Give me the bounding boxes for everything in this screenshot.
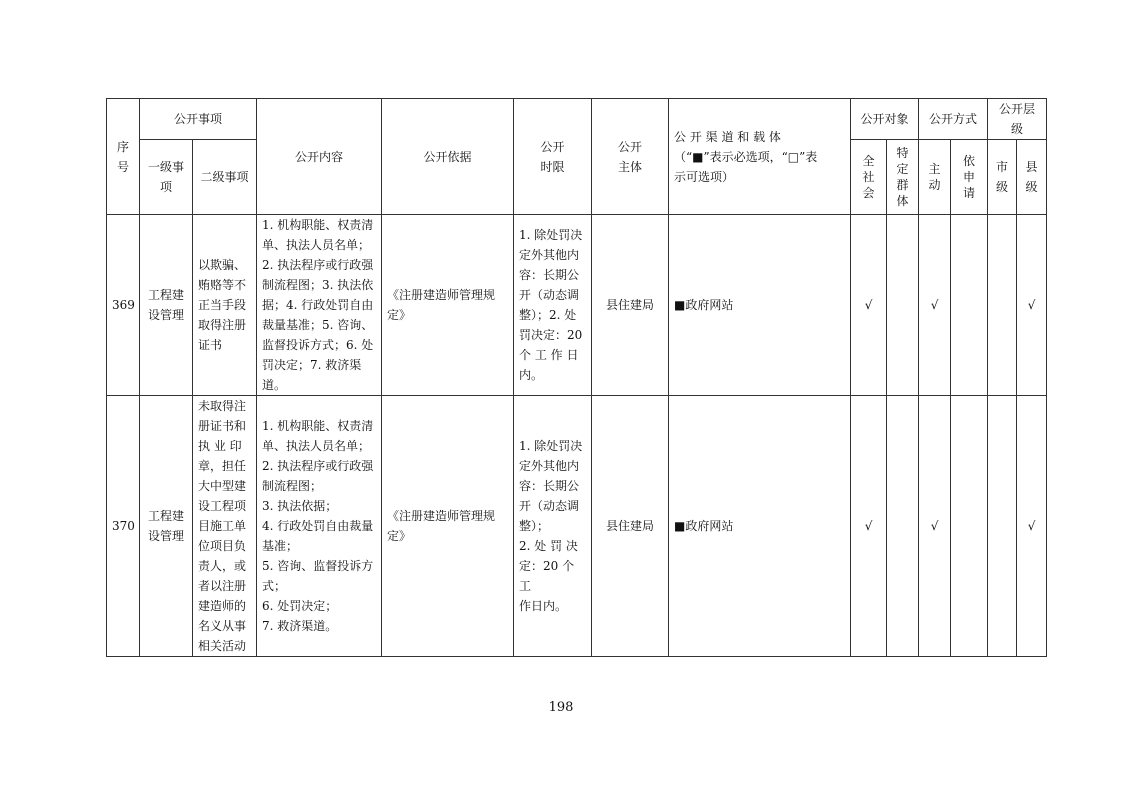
row-target-specific	[887, 396, 919, 657]
row-channel: ■政府网站	[669, 215, 851, 396]
row-method-active: √	[919, 396, 951, 657]
header-seq: 序 号	[107, 99, 140, 215]
header-level-city: 市 级	[988, 140, 1017, 215]
table-row	[107, 215, 1047, 396]
header-content: 公开内容	[257, 99, 382, 215]
row-time-limit: 1. 除处罚决 定外其他内 容：长期公 开（动态调 整）；2. 处 罚决定：20 个 工 作 日 内。	[514, 215, 592, 396]
row-basis: 《注册建造师管理规 定》	[382, 396, 514, 657]
header-time-limit: 公开 时限	[514, 99, 592, 215]
row-content: 1. 机构职能、权责清 单、执法人员名单； 2. 执法程序或行政强 制流程图； 3. 执法依据； 4. 行政处罚自由裁量 基准； 5. 咨询、监督投诉方 式； 6. 处罚决定； 7. 救济渠道。	[257, 396, 382, 657]
row-subject: 县住建局	[592, 215, 669, 396]
header-method-group: 公开方式	[919, 99, 988, 140]
row-level-city	[988, 215, 1017, 396]
row-channel: ■政府网站	[669, 396, 851, 657]
header-method-active: 主动	[919, 140, 951, 215]
row-method-apply	[951, 215, 988, 396]
row-level2: 未取得注 册证书和 执 业 印 章，担任 大中型建 设工程项 目施工单 位项目负 责人，或 者以注册 建造师的 名义从事 相关活动	[193, 396, 257, 657]
header-target-all: 全社会	[851, 140, 887, 215]
header-level2: 二级事项	[193, 140, 257, 215]
header-level1: 一级事 项	[140, 140, 193, 215]
row-target-all: √	[851, 215, 887, 396]
disclosure-table	[106, 98, 1047, 657]
row-method-apply	[951, 396, 988, 657]
row-target-specific	[887, 215, 919, 396]
header-target-group: 公开对象	[851, 99, 919, 140]
row-basis: 《注册建造师管理规 定》	[382, 215, 514, 396]
header-level-group: 公开层 级	[988, 99, 1047, 140]
row-level2: 以欺骗、 贿赂等不 正当手段 取得注册 证书	[193, 215, 257, 396]
row-subject: 县住建局	[592, 396, 669, 657]
header-subject: 公开 主体	[592, 99, 669, 215]
row-target-all: √	[851, 396, 887, 657]
row-time-limit: 1. 除处罚决 定外其他内 容：长期公 开（动态调 整）； 2. 处 罚 决 定：20 个工 作日内。	[514, 396, 592, 657]
row-level-county: √	[1017, 215, 1047, 396]
header-target-specific: 特定群体	[887, 140, 919, 215]
row-seq: 369	[107, 215, 140, 396]
page-number: 198	[548, 700, 574, 715]
table-row	[107, 396, 1047, 657]
header-channel: 公 开 渠 道 和 载 体 （“■”表示必选项，“□”表 示可选项）	[669, 99, 851, 215]
header-item-group: 公开事项	[140, 99, 257, 140]
row-content: 1. 机构职能、权责清 单、执法人员名单； 2. 执法程序或行政强 制流程图；3. 执法依 据；4. 行政处罚自由 裁量基准；5. 咨询、 监督投诉方式；6. 处 罚决定；7. 救济渠道。	[257, 215, 382, 396]
row-method-active: √	[919, 215, 951, 396]
row-level1: 工程建 设管理	[140, 215, 193, 396]
row-level-county: √	[1017, 396, 1047, 657]
header-method-apply: 依申请	[951, 140, 988, 215]
header-basis: 公开依据	[382, 99, 514, 215]
row-level-city	[988, 396, 1017, 657]
header-level-county: 县 级	[1017, 140, 1047, 215]
row-level1: 工程建 设管理	[140, 396, 193, 657]
row-seq: 370	[107, 396, 140, 657]
header-row-1	[107, 99, 1047, 140]
